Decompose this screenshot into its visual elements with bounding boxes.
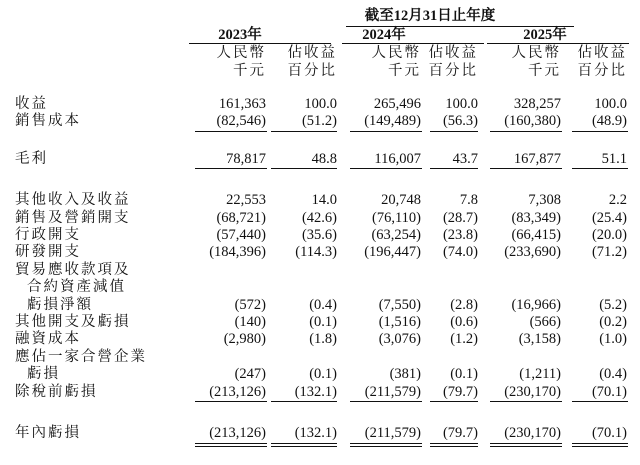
total-double-rule: [195, 446, 267, 447]
subtotal-rule: [572, 131, 628, 132]
cell-value: (2.8): [450, 297, 478, 313]
subtotal-rule: [430, 168, 478, 169]
cell-value: 161,363: [218, 96, 266, 112]
row-label: 銷售及營銷開支: [15, 210, 131, 226]
cell-value: (51.2): [301, 113, 337, 129]
cell-value: 100.0: [594, 96, 627, 112]
cell-value: (28.7): [442, 210, 478, 226]
column-header-top: 佔收益: [287, 45, 337, 61]
column-header-bottom: 千元: [528, 63, 561, 79]
row-label: 行政開支: [15, 227, 81, 243]
cell-value: (76,110): [372, 210, 421, 226]
cell-value: (66,415): [511, 227, 561, 243]
cell-value: (35.6): [301, 227, 337, 243]
cell-value: (16,966): [511, 297, 561, 313]
row-label: 收益: [15, 96, 48, 112]
row-label: 毛利: [15, 151, 48, 167]
cell-value: (0.2): [599, 314, 627, 330]
cell-value: (56.3): [442, 113, 478, 129]
cell-value: (5.2): [599, 297, 627, 313]
cell-value: (149,489): [364, 113, 421, 129]
cell-value: (3,076): [378, 331, 421, 347]
column-header-top: 人民幣: [511, 45, 561, 61]
year-label: 2024年: [362, 27, 406, 43]
subtotal-rule: [350, 168, 422, 169]
cell-value: 265,496: [373, 96, 421, 112]
header-rule-year: [487, 43, 629, 44]
cell-value: (213,126): [209, 384, 266, 400]
cell-value: (211,579): [364, 425, 421, 441]
cell-value: (70.1): [591, 384, 627, 400]
cell-value: 20,748: [381, 192, 421, 208]
cell-value: (566): [529, 314, 561, 330]
cell-value: 48.8: [311, 151, 337, 167]
cell-value: 100.0: [304, 96, 337, 112]
year-label: 2025年: [523, 27, 567, 43]
cell-value: (25.4): [591, 210, 627, 226]
cell-value: (7,550): [378, 297, 421, 313]
cell-value: (572): [234, 297, 266, 313]
cell-value: (79.7): [442, 384, 478, 400]
column-header-bottom: 百分比: [577, 63, 627, 79]
cell-value: (247): [234, 366, 266, 382]
cell-value: (74.0): [442, 244, 478, 260]
cell-value: (211,579): [364, 384, 421, 400]
column-header-bottom: 千元: [388, 63, 421, 79]
subtotal-rule: [430, 401, 478, 402]
cell-value: (71.2): [591, 244, 627, 260]
cell-value: 7,308: [528, 192, 561, 208]
header-rule-year: [189, 43, 331, 44]
cell-value: 328,257: [513, 96, 561, 112]
cell-value: (42.6): [301, 210, 337, 226]
cell-value: 43.7: [452, 151, 478, 167]
subtotal-rule: [572, 401, 628, 402]
cell-value: (132.1): [294, 384, 337, 400]
cell-value: (48.9): [591, 113, 627, 129]
cell-value: (20.0): [591, 227, 627, 243]
subtotal-rule: [350, 401, 422, 402]
subtotal-rule: [430, 131, 478, 132]
cell-value: (230,170): [504, 425, 561, 441]
period-title: 截至12月31日止年度: [364, 8, 496, 24]
subtotal-rule: [490, 168, 562, 169]
subtotal-rule: [490, 401, 562, 402]
row-label: 銷售成本: [15, 113, 81, 129]
row-label: 貿易應收款項及: [15, 262, 131, 278]
total-double-rule: [430, 443, 478, 444]
cell-value: (79.7): [442, 425, 478, 441]
cell-value: (132.1): [294, 425, 337, 441]
cell-value: (0.1): [309, 366, 337, 382]
column-header-bottom: 百分比: [428, 63, 478, 79]
header-rule-year: [342, 43, 484, 44]
cell-value: (213,126): [209, 425, 266, 441]
total-double-rule: [430, 446, 478, 447]
row-label: 年內虧損: [15, 425, 81, 441]
total-double-rule: [271, 446, 337, 447]
year-label: 2023年: [218, 27, 262, 43]
cell-value: (184,396): [209, 244, 266, 260]
cell-value: (140): [234, 314, 266, 330]
cell-value: (381): [389, 366, 421, 382]
subtotal-rule: [490, 131, 562, 132]
row-label: 虧損: [27, 366, 60, 382]
total-double-rule: [195, 443, 267, 444]
row-label: 其他收入及收益: [15, 192, 131, 208]
cell-value: (83,349): [511, 210, 561, 226]
cell-value: 78,817: [226, 151, 266, 167]
column-header-top: 佔收益: [577, 45, 627, 61]
cell-value: (233,690): [504, 244, 561, 260]
subtotal-rule: [195, 131, 267, 132]
row-label: 虧損淨額: [27, 297, 93, 313]
subtotal-rule: [271, 131, 337, 132]
row-label: 合約資產減值: [27, 279, 126, 295]
total-double-rule: [350, 446, 422, 447]
cell-value: (23.8): [442, 227, 478, 243]
cell-value: (196,447): [364, 244, 421, 260]
subtotal-rule: [572, 168, 628, 169]
cell-value: (1.0): [599, 331, 627, 347]
column-header-bottom: 百分比: [287, 63, 337, 79]
cell-value: (82,546): [216, 113, 266, 129]
cell-value: (0.4): [599, 366, 627, 382]
row-label: 研發開支: [15, 244, 81, 260]
cell-value: (114.3): [295, 244, 337, 260]
cell-value: (70.1): [591, 425, 627, 441]
cell-value: 167,877: [513, 151, 561, 167]
total-double-rule: [572, 443, 628, 444]
cell-value: (1,211): [519, 366, 561, 382]
subtotal-rule: [195, 168, 267, 169]
row-label: 除稅前虧損: [15, 384, 98, 400]
row-label: 其他開支及虧損: [15, 314, 131, 330]
total-double-rule: [350, 443, 422, 444]
cell-value: (1,516): [378, 314, 421, 330]
total-double-rule: [271, 443, 337, 444]
column-header-bottom: 千元: [233, 63, 266, 79]
cell-value: (0.1): [309, 314, 337, 330]
cell-value: 14.0: [311, 192, 337, 208]
cell-value: (1.8): [309, 331, 337, 347]
column-header-top: 佔收益: [428, 45, 478, 61]
cell-value: (0.6): [450, 314, 478, 330]
subtotal-rule: [350, 131, 422, 132]
cell-value: (160,380): [504, 113, 561, 129]
cell-value: (63,254): [371, 227, 421, 243]
cell-value: 7.8: [459, 192, 478, 208]
subtotal-rule: [271, 168, 337, 169]
column-header-top: 人民幣: [216, 45, 266, 61]
cell-value: (230,170): [504, 384, 561, 400]
cell-value: (0.1): [450, 366, 478, 382]
column-header-top: 人民幣: [371, 45, 421, 61]
row-label: 應佔一家合營企業: [15, 349, 147, 365]
cell-value: (2,980): [223, 331, 266, 347]
cell-value: 51.1: [601, 151, 627, 167]
cell-value: (1.2): [450, 331, 478, 347]
cell-value: (0.4): [309, 297, 337, 313]
cell-value: (3,158): [518, 331, 561, 347]
cell-value: 100.0: [445, 96, 478, 112]
cell-value: 2.2: [608, 192, 627, 208]
subtotal-rule: [195, 401, 267, 402]
total-double-rule: [490, 443, 562, 444]
row-label: 融資成本: [15, 331, 81, 347]
cell-value: 22,553: [226, 192, 266, 208]
total-double-rule: [572, 446, 628, 447]
subtotal-rule: [271, 401, 337, 402]
cell-value: 116,007: [374, 151, 421, 167]
total-double-rule: [490, 446, 562, 447]
cell-value: (57,440): [216, 227, 266, 243]
cell-value: (68,721): [216, 210, 266, 226]
